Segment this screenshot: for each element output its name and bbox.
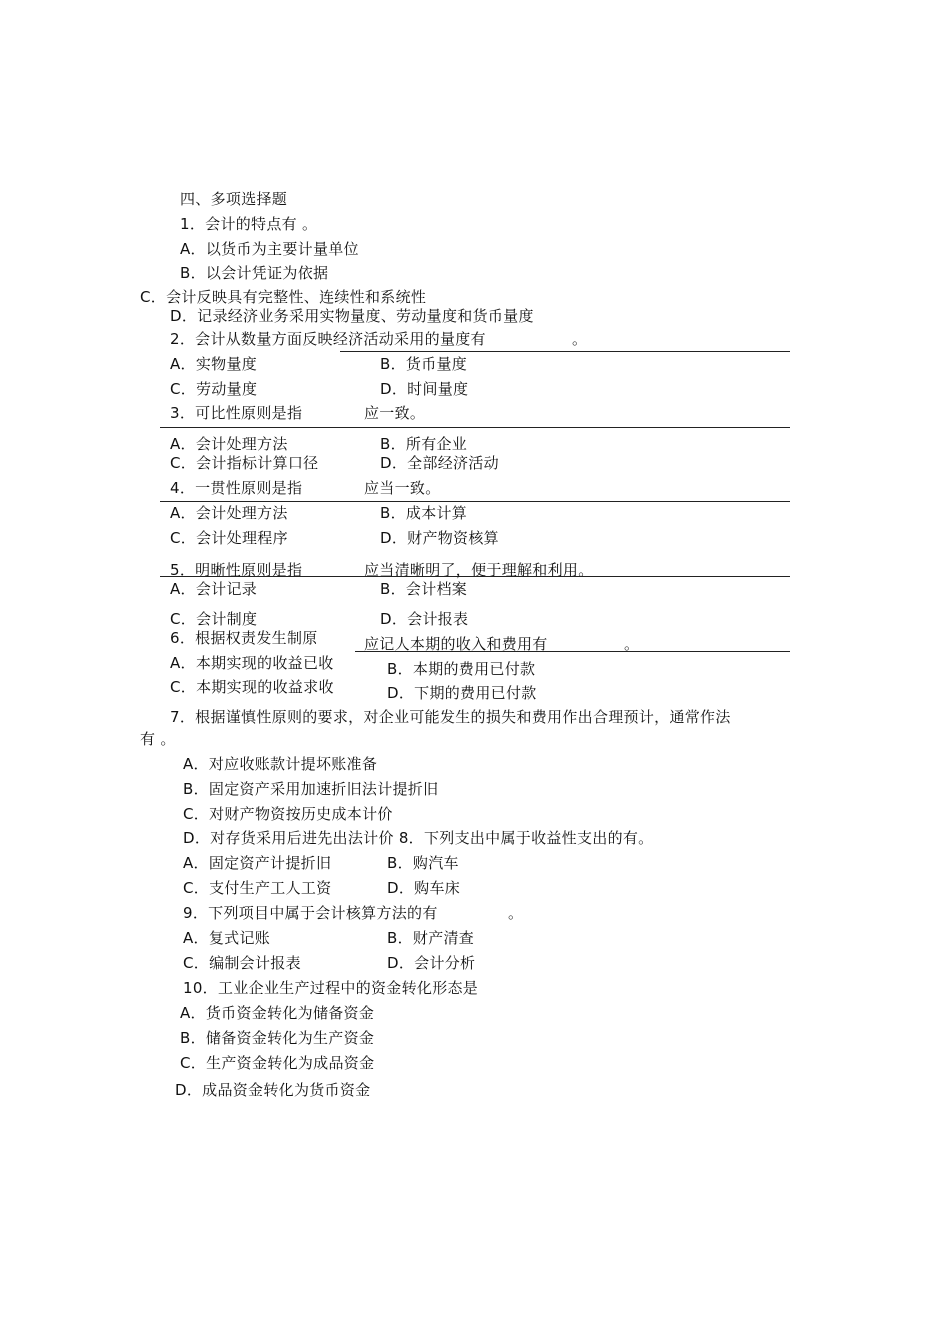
q6-stem-period: 。 xyxy=(624,635,640,653)
q5-option-c: C．会计制度 xyxy=(170,610,258,628)
q6-stem: 6．根据权责发生制原 xyxy=(170,629,318,647)
q10-option-d: D．成品资金转化为货币资金 xyxy=(175,1081,371,1099)
q9-stem-end: 。 xyxy=(508,904,524,922)
q2-option-a: A．实物量度 xyxy=(170,355,258,373)
q7-option-b: B．固定资产采用加速折旧法计提折旧 xyxy=(183,780,439,798)
q3-option-a: A．会计处理方法 xyxy=(170,435,288,453)
q2-answer-line xyxy=(340,351,790,352)
q8-option-a: A．固定资产计提折旧 xyxy=(183,854,332,872)
q6-option-b: B．本期的费用已付款 xyxy=(387,660,536,678)
q7-stem-line1: 7．根据谨慎性原则的要求，对企业可能发生的损失和费用作出合理预计，通常作法 xyxy=(170,708,731,726)
q9-option-c: C．编制会计报表 xyxy=(183,954,301,972)
q7-option-c: C．对财产物资按历史成本计价 xyxy=(183,805,393,823)
q5-option-d: D．会计报表 xyxy=(380,610,469,628)
q10-option-a: A．货币资金转化为储备资金 xyxy=(180,1004,375,1022)
q3-option-b: B．所有企业 xyxy=(380,435,468,453)
q3-stem: 3．可比性原则是指 xyxy=(170,404,303,422)
q4-option-a: A．会计处理方法 xyxy=(170,504,288,522)
q10-option-b: B．储备资金转化为生产资金 xyxy=(180,1029,375,1047)
q4-option-c: C．会计处理程序 xyxy=(170,529,288,547)
q3-stem-end: 应一致。 xyxy=(364,404,426,422)
q3-option-c: C．会计指标计算口径 xyxy=(170,454,319,472)
q7-stem-line2: 有 。 xyxy=(140,730,176,748)
q6-answer-line xyxy=(355,651,790,652)
q1-option-a: A．以货币为主要计量单位 xyxy=(180,240,359,258)
q10-option-c: C．生产资金转化为成品资金 xyxy=(180,1054,375,1072)
q5-option-b: B．会计档案 xyxy=(380,580,468,598)
q4-option-d: D．财产物资核算 xyxy=(380,529,499,547)
q8-option-b: B．购汽车 xyxy=(387,854,459,872)
q9-option-a: A．复式记账 xyxy=(183,929,271,947)
q7-option-a: A．对应收账款计提坏账准备 xyxy=(183,755,378,773)
q1-option-b: B．以会计凭证为依据 xyxy=(180,264,329,282)
q5-option-a: A．会计记录 xyxy=(170,580,258,598)
q7-option-d-and-q8-stem: D．对存货采用后进先出法计价 8．下列支出中属于收益性支出的有。 xyxy=(183,829,654,847)
q9-stem: 9．下列项目中属于会计核算方法的有 xyxy=(183,904,438,922)
q10-stem: 10．工业企业生产过程中的资金转化形态是 xyxy=(183,979,479,997)
q6-option-c: C．本期实现的收益求收 xyxy=(170,678,334,696)
q2-option-c: C．劳动量度 xyxy=(170,380,258,398)
q5-answer-line xyxy=(160,576,790,577)
q3-answer-line xyxy=(160,427,790,428)
q6-option-a: A．本期实现的收益已收 xyxy=(170,654,334,672)
q1-stem: 1．会计的特点有 。 xyxy=(180,215,318,233)
q4-stem-end: 应当一致。 xyxy=(364,479,441,497)
q6-option-d: D．下期的费用已付款 xyxy=(387,684,537,702)
q5-stem: 5．明晰性原则是指 xyxy=(170,561,303,579)
q8-option-d: D．购车床 xyxy=(387,879,461,897)
q9-option-d: D．会计分析 xyxy=(387,954,476,972)
q2-option-d: D．时间量度 xyxy=(380,380,469,398)
q2-option-b: B．货币量度 xyxy=(380,355,468,373)
section-title: 四、多项选择题 xyxy=(180,190,288,208)
q4-option-b: B．成本计算 xyxy=(380,504,468,522)
q5-stem-end: 应当清晰明了，便于理解和利用。 xyxy=(364,561,594,579)
q9-option-b: B．财产清查 xyxy=(387,929,475,947)
q4-stem: 4．一贯性原则是指 xyxy=(170,479,303,497)
q8-option-c: C．支付生产工人工资 xyxy=(183,879,332,897)
q2-stem: 2．会计从数量方面反映经济活动采用的量度有 xyxy=(170,330,486,348)
q1-option-c: C．会计反映具有完整性、连续性和系统性 xyxy=(140,288,427,306)
q1-option-d: D．记录经济业务采用实物量度、劳动量度和货币量度 xyxy=(170,307,534,325)
q3-option-d: D．全部经济活动 xyxy=(380,454,499,472)
q2-stem-end: 。 xyxy=(572,330,588,348)
q6-stem-end: 应记人本期的收入和费用有 xyxy=(364,635,548,653)
q4-answer-line xyxy=(160,501,790,502)
